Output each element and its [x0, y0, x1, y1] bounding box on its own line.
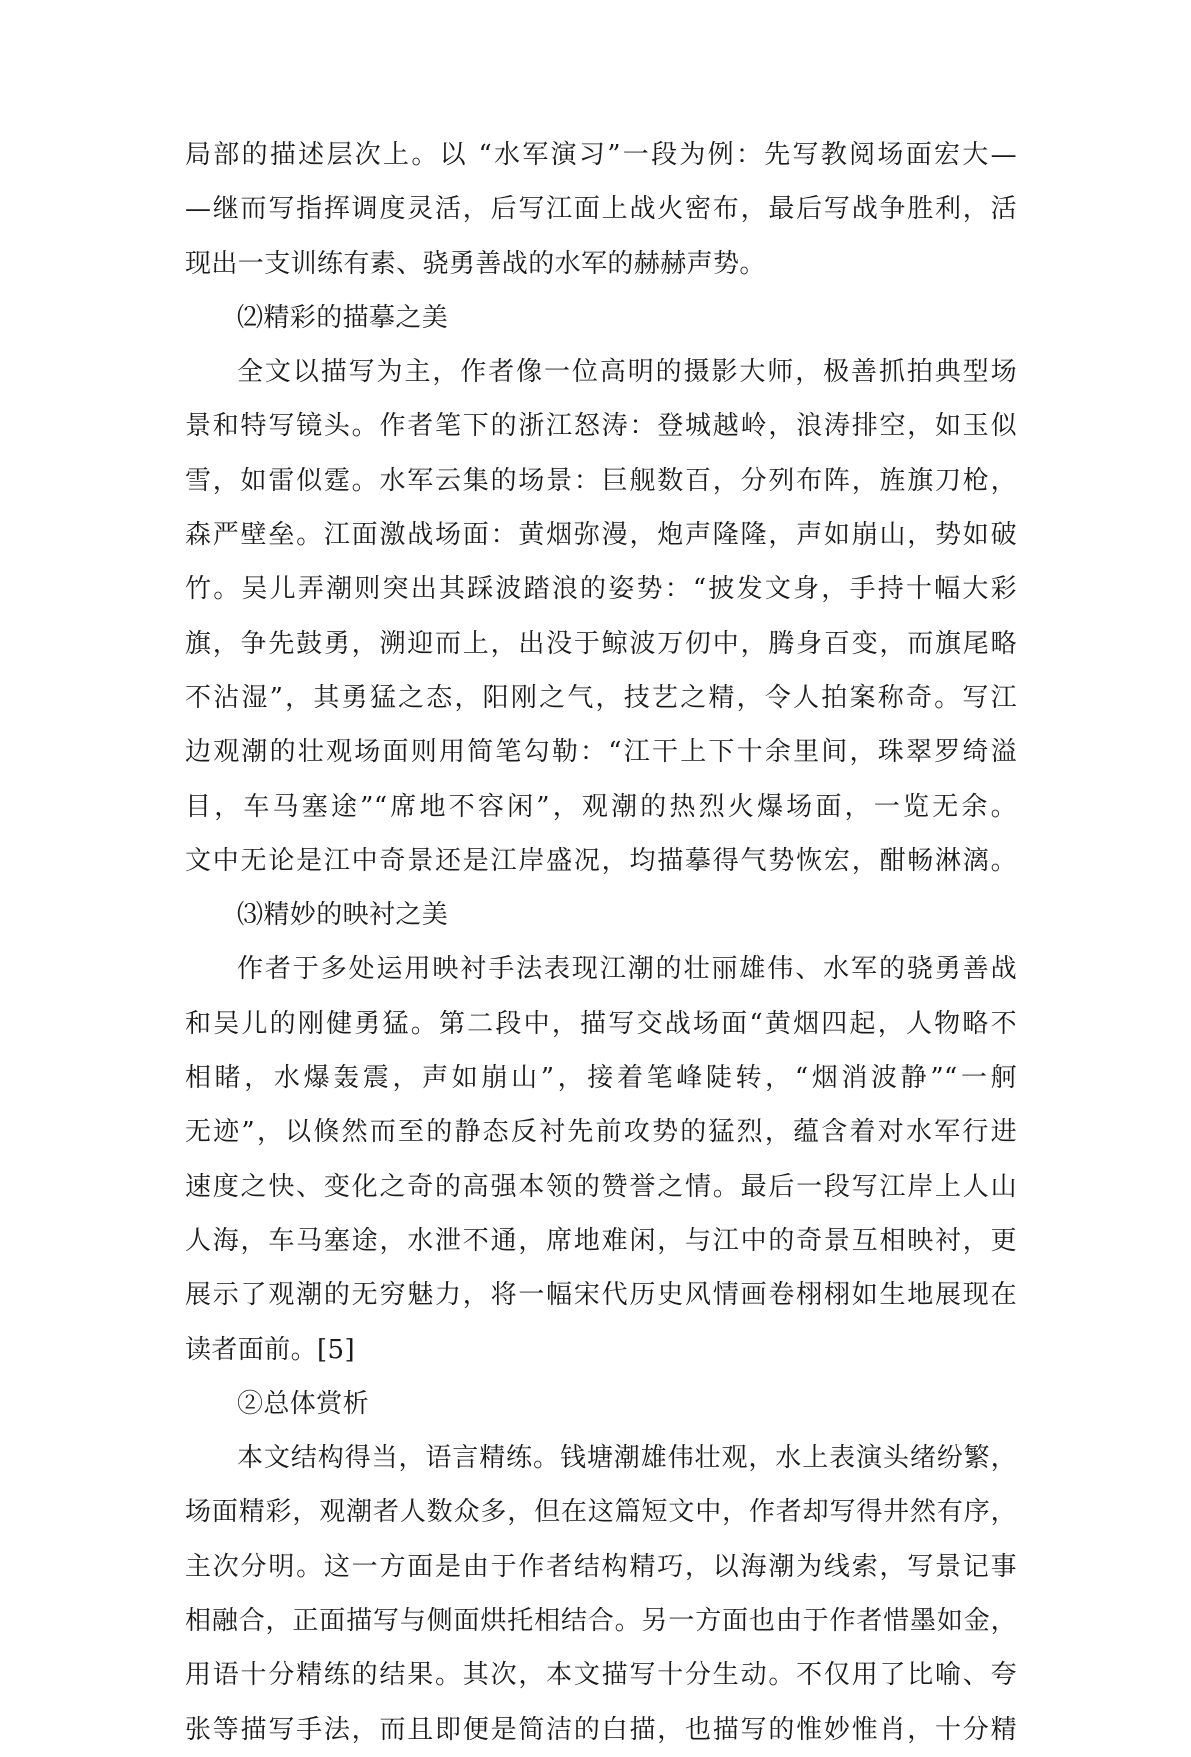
- text-line: 人海，车马塞途，水泄不通，席地难闲，与江中的奇景互相映衬，更: [185, 1225, 1017, 1256]
- text-line: 无迹”，以倏然而至的静态反衬先前攻势的猛烈，蕴含着对水军行进: [185, 1117, 1017, 1148]
- text-line: 边观潮的壮观场面则用简笔勾勒：“江干上下十余里间，珠翠罗绮溢: [185, 737, 1017, 768]
- section-heading: ⑶精妙的映衬之美: [237, 900, 449, 931]
- text-line: 主次分明。这一方面是由于作者结构精巧，以海潮为线索，写景记事: [185, 1551, 1017, 1582]
- text-line: 本文结构得当，语言精练。钱塘潮雄伟壮观，水上表演头绪纷繁，: [237, 1443, 1017, 1474]
- text-line: 局部的描述层次上。以 “水军演习”一段为例：先写教阅场面宏大—: [185, 140, 1017, 170]
- text-line: 目，车马塞途”“席地不容闲”，观潮的热烈火爆场面，一览无余。: [185, 791, 1017, 822]
- text-line: 用语十分精练的结果。其次，本文描写十分生动。不仅用了比喻、夸: [185, 1660, 1017, 1691]
- text-line: 文中无论是江中奇景还是江岸盛况，均描摹得气势恢宏，酣畅淋漓。: [185, 845, 1017, 876]
- section-heading: ⑵精彩的描摹之美: [237, 302, 449, 333]
- text-line: 全文以描写为主，作者像一位高明的摄影大师，极善抓拍典型场: [237, 357, 1017, 388]
- text-line: 现出一支训练有素、骁勇善战的水军的赫赫声势。: [185, 248, 766, 279]
- text-line: 展示了观潮的无穷魅力，将一幅宋代历史风情画卷栩栩如生地展现在: [185, 1280, 1017, 1311]
- text-line: 作者于多处运用映衬手法表现江潮的壮丽雄伟、水军的骁勇善战: [237, 954, 1017, 985]
- text-line: 不沾湿”，其勇猛之态，阳刚之气，技艺之精，令人拍案称奇。写江: [185, 682, 1017, 713]
- text-line: 读者面前。[5]: [185, 1334, 356, 1365]
- document-page: [185, 128, 1017, 1757]
- text-line: 雪，如雷似霆。水军云集的场景：巨舰数百，分列布阵，旌旗刀枪，: [185, 465, 1017, 496]
- text-line: 旗，争先鼓勇，溯迎而上，出没于鲸波万仞中，腾身百变，而旗尾略: [185, 628, 1017, 659]
- text-line: 森严壁垒。江面激战场面：黄烟弥漫，炮声隆隆，声如崩山，势如破: [185, 520, 1017, 551]
- text-line: 景和特写镜头。作者笔下的浙江怒涛：登城越岭，浪涛排空，如玉似: [185, 411, 1017, 442]
- text-line: 相睹，水爆轰震，声如崩山”，接着笔峰陡转，“烟消波静”“一舸: [185, 1063, 1017, 1094]
- text-line: 速度之快、变化之奇的高强本领的赞誉之情。最后一段写江岸上人山: [185, 1171, 1017, 1202]
- text-line: 张等描写手法，而且即便是简洁的白描，也描写的惟妙惟肖，十分精: [185, 1714, 1017, 1745]
- text-line: 相融合，正面描写与侧面烘托相结合。另一方面也由于作者惜墨如金，: [185, 1606, 1017, 1637]
- text-line: 和吴儿的刚健勇猛。第二段中，描写交战场面“黄烟四起，人物略不: [185, 1008, 1017, 1039]
- section-heading: ②总体赏析: [237, 1388, 370, 1419]
- text-line: 竹。吴儿弄潮则突出其踩波踏浪的姿势：“披发文身，手持十幅大彩: [185, 574, 1017, 605]
- text-line: —继而写指挥调度灵活，后写江面上战火密布，最后写战争胜利，活: [185, 194, 1017, 225]
- text-line: 场面精彩，观潮者人数众多，但在这篇短文中，作者却写得井然有序，: [185, 1497, 1017, 1528]
